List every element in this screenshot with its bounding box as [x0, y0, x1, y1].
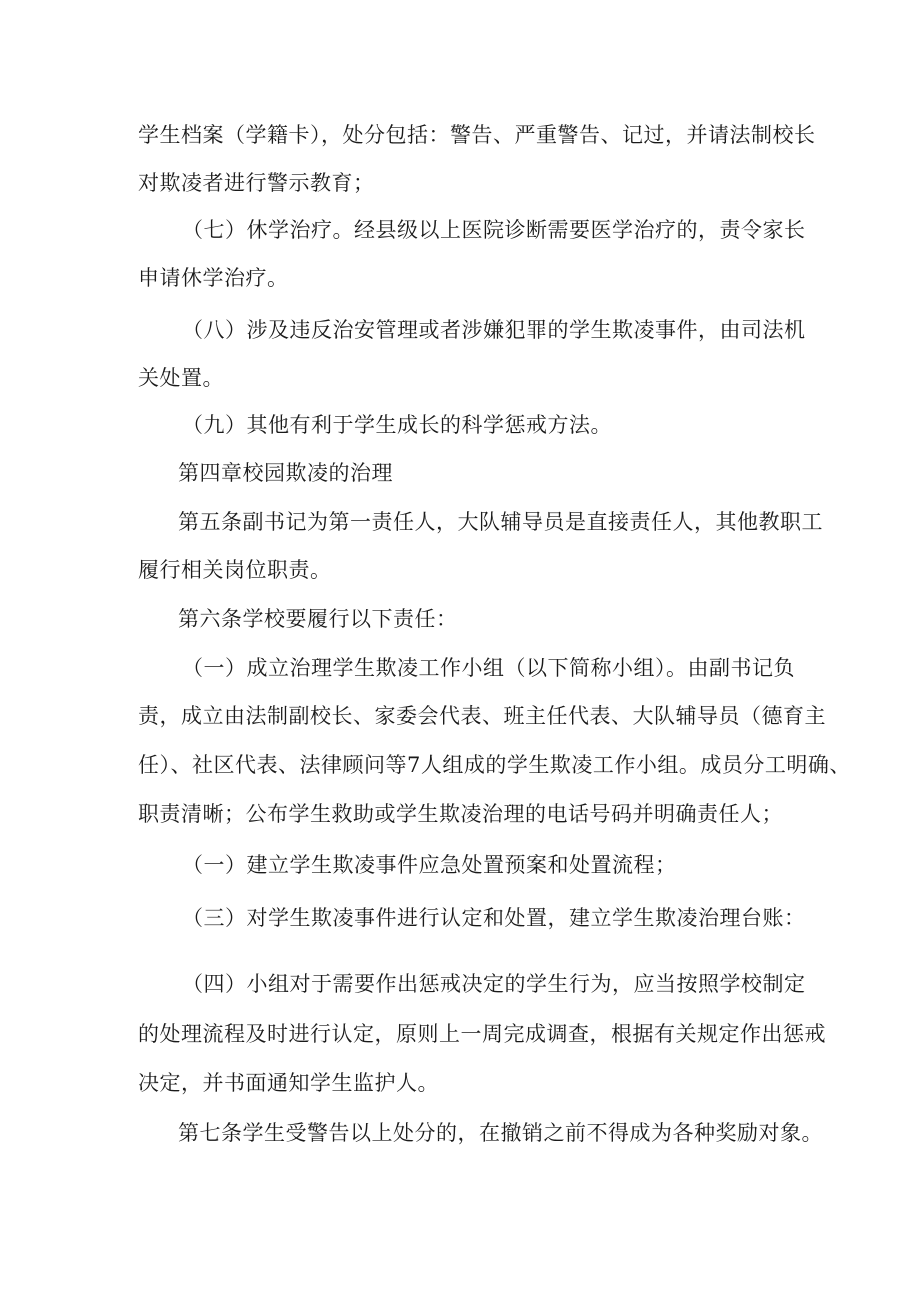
- text-line: （四）小组对于需要作出惩戒决定的学生行为，应当按照学校制定: [182, 972, 806, 996]
- text-line: （八）涉及违反治安管理或者涉嫌犯罪的学生欺凌事件，由司法机: [182, 318, 806, 342]
- text-line: 第六条学校要履行以下责任：: [178, 607, 458, 631]
- text-line: 学生档案（学籍卡），处分包括：警告、严重警告、记过，并请法制校长: [138, 123, 816, 147]
- text-line: 关处置。: [138, 366, 224, 390]
- text-line: （九）其他有利于学生成长的科学惩戒方法。: [182, 413, 612, 437]
- text-line: 的处理流程及时进行认定，原则上一周完成调查，根据有关规定作出惩戒: [138, 1022, 826, 1046]
- chapter-heading: 第四章校园欺凌的治理: [178, 461, 393, 485]
- text-line: （一）建立学生欺凌事件应急处置预案和处置流程；: [182, 853, 677, 877]
- text-line: （一）成立治理学生欺凌工作小组（以下简称小组）。由副书记负: [182, 656, 795, 680]
- text-line: 对欺凌者进行警示教育；: [138, 171, 375, 195]
- text-line: 责，成立由法制副校长、家委会代表、班主任代表、大队辅导员（德育主: [138, 704, 826, 728]
- text-line: （三）对学生欺凌事件进行认定和处置，建立学生欺凌治理台账：: [182, 906, 806, 930]
- text-line: 申请休学治疗。: [138, 266, 289, 290]
- text-line: 决定，并书面通知学生监护人。: [138, 1071, 439, 1095]
- text-line: 第七条学生受警告以上处分的，在撤销之前不得成为各种奖励对象。: [178, 1121, 823, 1145]
- text-line: 职责清晰；公布学生救助或学生欺凌治理的电话号码并明确责任人；: [138, 802, 783, 826]
- text-line: 任）、社区代表、法律顾问等7人组成的学生欺凌工作小组。成员分工明确、: [138, 753, 851, 777]
- text-line: （七）休学治疗。经县级以上医院诊断需要医学治疗的，责令家长: [182, 218, 806, 242]
- text-line: 履行相关岗位职责。: [138, 558, 332, 582]
- text-line: 第五条副书记为第一责任人，大队辅导员是直接责任人，其他教职工: [178, 510, 823, 534]
